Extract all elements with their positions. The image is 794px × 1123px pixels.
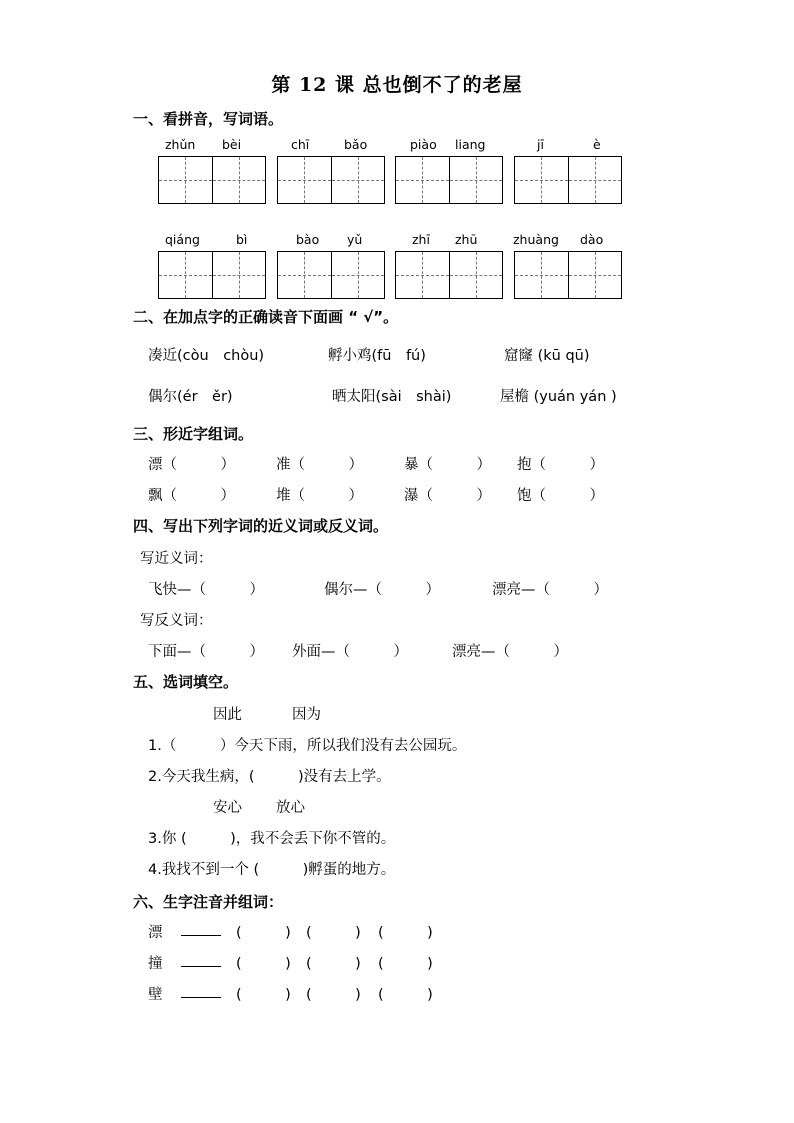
pinyin: zhī <box>412 232 430 247</box>
pinyin-blank[interactable] <box>181 983 221 1002</box>
writing-grid[interactable] <box>514 156 622 204</box>
word-item[interactable]: 暴（ ） <box>404 457 491 473</box>
pinyin: bǎo <box>344 137 368 152</box>
pinyin: dào <box>580 232 604 247</box>
word-item[interactable]: 准（ ） <box>276 457 363 473</box>
word-choice: 放心 <box>276 800 305 816</box>
section-2-heading: 二、在加点字的正确读音下面画 “ √”。 <box>133 308 399 326</box>
pinyin: jī <box>537 137 544 152</box>
section-1-heading: 一、看拼音，写词语。 <box>133 110 284 128</box>
writing-grid[interactable] <box>395 251 503 299</box>
pinyin: bèi <box>222 137 242 152</box>
writing-grid[interactable] <box>277 156 385 204</box>
antonym-item[interactable]: 漂亮—（ ） <box>452 644 568 660</box>
synonym-label: 写近义词： <box>140 551 213 567</box>
section-6-heading: 六、生字注音并组词： <box>133 893 284 911</box>
word-item[interactable]: 瀑（ ） <box>404 488 491 504</box>
page-title: 第 12 课 总也倒不了的老屋 <box>271 74 523 96</box>
word-blank[interactable]: ( ) <box>378 925 433 941</box>
antonym-label: 写反义词： <box>140 613 213 629</box>
pronunciation-item[interactable]: 偶尔(ér ěr) <box>148 389 233 405</box>
word-choice: 因此 <box>213 707 242 723</box>
pinyin: yǔ <box>347 232 363 247</box>
word-blank[interactable]: ( ) <box>306 925 361 941</box>
pinyin: è <box>593 137 601 152</box>
synonym-item[interactable]: 偶尔—（ ） <box>324 582 440 598</box>
pinyin: bào <box>296 232 320 247</box>
char-label: 撞 <box>148 956 163 972</box>
pronunciation-item[interactable]: 窟窿 (kū qū) <box>504 348 590 364</box>
antonym-item[interactable]: 下面—（ ） <box>148 644 264 660</box>
section-5-heading: 五、选词填空。 <box>133 673 239 691</box>
pinyin: bì <box>236 232 248 247</box>
writing-grid[interactable] <box>277 251 385 299</box>
fill-question[interactable]: 4.我找不到一个 ( )孵蛋的地方。 <box>148 862 396 878</box>
pinyin: zhuàng <box>513 232 559 247</box>
pronunciation-item[interactable]: 孵小鸡(fū fú) <box>328 348 426 364</box>
word-choice: 因为 <box>292 707 321 723</box>
pinyin-blank[interactable] <box>181 921 221 940</box>
word-blank[interactable]: ( ) <box>236 956 291 972</box>
word-blank[interactable]: ( ) <box>306 987 361 1003</box>
word-choice: 安心 <box>213 800 242 816</box>
writing-grid[interactable] <box>395 156 503 204</box>
writing-grid[interactable] <box>158 156 266 204</box>
word-item[interactable]: 漂（ ） <box>148 457 235 473</box>
synonym-item[interactable]: 飞快—（ ） <box>148 582 264 598</box>
antonym-item[interactable]: 外面—（ ） <box>292 644 408 660</box>
pinyin-blank[interactable] <box>181 952 221 971</box>
fill-question[interactable]: 1.（ ）今天下雨，所以我们没有去公园玩。 <box>148 738 467 754</box>
word-blank[interactable]: ( ) <box>236 987 291 1003</box>
fill-question[interactable]: 2.今天我生病，( )没有去上学。 <box>148 769 391 785</box>
word-blank[interactable]: ( ) <box>378 987 433 1003</box>
word-item[interactable]: 飘（ ） <box>148 488 235 504</box>
word-item[interactable]: 饱（ ） <box>517 488 604 504</box>
section-3-heading: 三、形近字组词。 <box>133 425 254 443</box>
pronunciation-item[interactable]: 凑近(còu chòu) <box>148 348 265 364</box>
word-blank[interactable]: ( ) <box>236 925 291 941</box>
pinyin: qiáng <box>165 232 200 247</box>
fill-question[interactable]: 3.你 ( )，我不会丢下你不管的。 <box>148 831 396 847</box>
word-item[interactable]: 堆（ ） <box>276 488 363 504</box>
pinyin: chī <box>291 137 310 152</box>
pinyin: zhǔn <box>165 137 196 152</box>
synonym-item[interactable]: 漂亮—（ ） <box>492 582 608 598</box>
pinyin: liang <box>455 137 486 152</box>
pronunciation-item[interactable]: 晒太阳(sài shài) <box>332 389 452 405</box>
writing-grid[interactable] <box>158 251 266 299</box>
pinyin: piào <box>410 137 437 152</box>
word-blank[interactable]: ( ) <box>306 956 361 972</box>
pinyin: zhū <box>455 232 478 247</box>
char-label: 漂 <box>148 925 163 941</box>
writing-grid[interactable] <box>514 251 622 299</box>
section-4-heading: 四、写出下列字词的近义词或反义词。 <box>133 517 389 535</box>
word-item[interactable]: 抱（ ） <box>517 457 604 473</box>
word-blank[interactable]: ( ) <box>378 956 433 972</box>
pronunciation-item[interactable]: 屋檐 (yuán yán ) <box>500 389 617 405</box>
char-label: 壁 <box>148 987 163 1003</box>
